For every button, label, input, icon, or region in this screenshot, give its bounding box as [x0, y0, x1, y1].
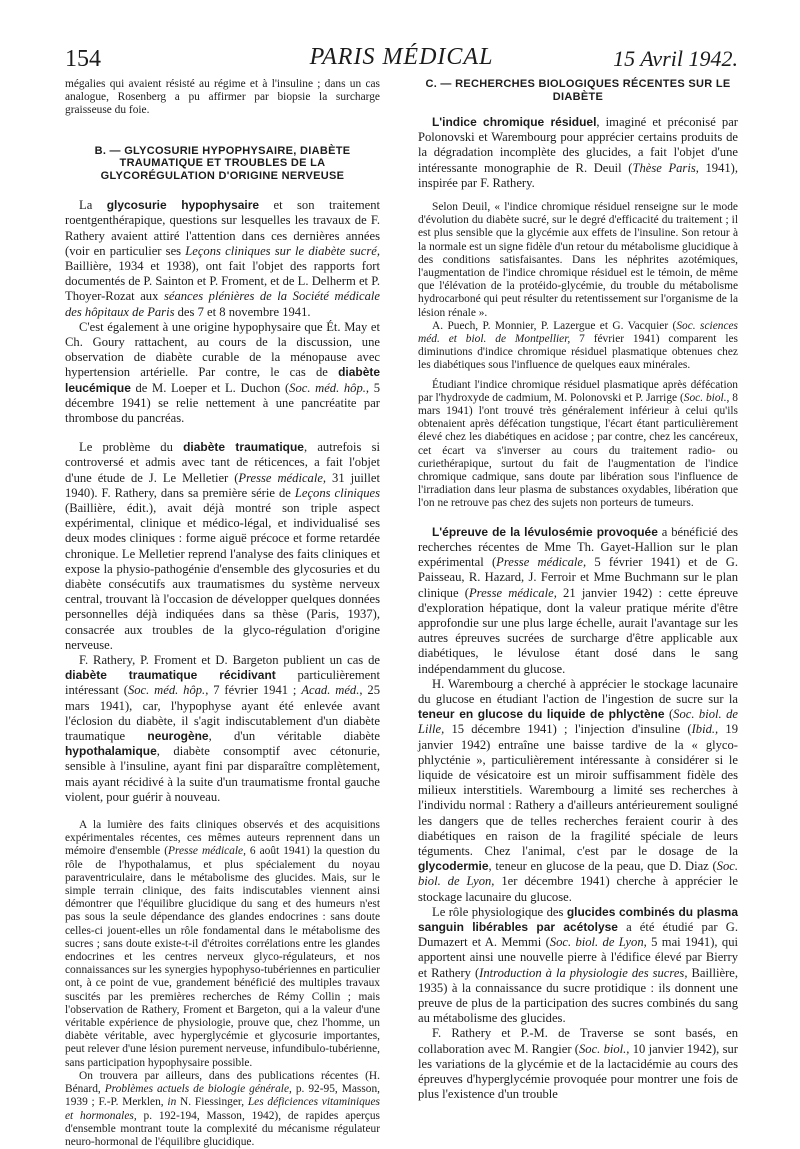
paragraph: L'épreuve de la lévulosémie provoquée a bénéficié des recherches récentes de Mme Th. Gayet-Hallion sur le plan expérimental (Presse médicale, 5 février 1941) et de G. Paisseau, R. Hazard, J. Ferroir et Mme Buchmann sur le plan clinique (Presse médicale, 21 janvier 1942) : cette épreuve d'exploration hépatique, dont la valeur pratique mérite d'être approfondie sur une plus large échelle, aurait l'avantage sur les autres épreuves sucrées de surcharge d'être applicable aux diabétiques, le lévulose étant dosé dans le sang indépendamment du glucose. [418, 524, 738, 676]
keyword: glucides combinés du plasma sanguin libérables par acétolyse [418, 904, 738, 934]
paragraph: On trouvera par ailleurs, dans des publications récentes (H. Bénard, Problèmes actuels de biologie générale, p. 92-95, Masson, 1939 ; F.-P. Merklen, in N. Fiessinger, Les déficiences vitaminiques et hormonales, p. 192-194, Masson, 1942), de rapides aperçus d'ensemble montrant toute la complexité du mécanisme régulateur neuro-hormonal de l'équilibre glucidique. [65, 1069, 380, 1148]
keyword: L'épreuve de la lévulosémie provoquée [432, 524, 658, 539]
keyword: glycodermie [418, 859, 489, 874]
paragraph: Le problème du diabète traumatique, autrefois si controversé et admis avec tant de réticences, a fait l'objet d'une étude de J. Le Melletier (Presse médicale, 31 juillet 1940). F. Rathery, dans sa première série de Leçons cliniques (Baillière, édit.), avait déjà montré son triple aspect expérimental, clinique et médico-légal, et individualisé ses deux modes cliniques : forme aiguë précoce et forme retardée chronique. Le Melletier reprend l'analyse des faits cliniques et expose la physio-pathogénie d'ensemble des glycosuries et du diabète consécutifs aux traumatismes du système nerveux central, trouvant là l'occasion de développer quelques données personnelles déjà indiquées dans sa thèse (Paris, 1937), consacrée aux troubles de la glyco-régulation d'origine nerveuse. [65, 440, 381, 652]
text-block [418, 115, 738, 191]
running-header [65, 44, 738, 74]
keyword: glycosurie hypophysaire [106, 198, 260, 213]
paragraph: A la lumière des faits cliniques observés et des acquisitions expérimentales récentes, ces mêmes auteurs reprennent dans un mémoire d'ensemble (Presse médicale, 6 août 1941) la question du rôle de l'hypothalamus, et plus spécialement du noyau paraventriculaire, dans le métabolisme des glucides. Mais, sur le simple terrain clinique, des faits indiscutables viennent ainsi démontrer que l'équilibre glucidique du sang et des humeurs n'est pas sous la seule dépendance des glandes endocrines : sans doute celles-ci jouent-elles un rôle fondamental dans le métabolisme des sucres ; sans doute existe-t-il d'étroites corrélations entre les glandes endocrines et les centres nerveux glyco-régulateurs, et nos connaissances sur les synergies hypophyso-tubériennes en particulier ont, à ce point de vue, grandement bénéficié des multiples travaux suscités par les premières recherches de Rémy Collin ; mais l'observation de Rathery, Froment et Bargeton, qui a la valeur d'une véritable expérience de physiologie, prouve que, chez l'homme, un diabète véritable, avec hyperglycémie et glycosurie importantes, peut relever d'une lésion purement nerveuse, infundibulo-tubérienne, sans participation hypophysaire possible. [65, 819, 380, 1069]
keyword: diabète traumatique récidivant [65, 668, 276, 683]
keyword: diabète traumatique [183, 440, 304, 455]
paragraph: Selon Deuil, « l'indice chromique résiduel renseigne sur le mode d'évolution du diabète sucré, sur le degré d'efficacité du traitement ; il est plus sensible que la glycémie aux effets de l'insuline. Son retour à la normale est un signe fidèle d'un retour du métabolisme glucidique à des conditions satisfaisantes. Dans les néphrites azotémiques, l'augmentation de l'indice chromique résiduel est le témoin, de même que l'élévation de la protéido-glycémie, du trouble du métabolisme hydrocarboné qui peut résulter du retentissement sur l'organisme de la lésion rénale ». [418, 201, 738, 319]
keyword: teneur en glucose du liquide de phlyctène [418, 707, 665, 722]
paragraph: L'indice chromique résiduel, imaginé et préconisé par Polonovski et Warembourg pour apprécier certains produits de la dégradation incomplète des glucides, a fait l'objet d'une intéressante monographie de R. Deuil (Thèse Paris, 1941), inspirée par F. Rathery. [418, 115, 739, 190]
paragraph: mégalies qui avaient résisté au régime et à l'insuline ; dans un cas analogue, Rosenberg a pu affirmer par biopsie la surcharge graisseuse du foie. [65, 78, 380, 117]
section-heading-b: B. — GLYCOSURIE HYPOPHYSAIRE, DIABÈTE TRAUMATIQUE ET TROUBLES DE LA GLYCORÉGULATION D'ORIGINE NERVEUSE [94, 144, 351, 182]
keyword: L'indice chromique résiduel [432, 115, 597, 129]
paragraph: Le rôle physiologique des glucides combinés du plasma sanguin libérables par acétolyse a été étudié par G. Dumazert et A. Memmi (Soc. biol. de Lyon, 5 mai 1941), qui apportent ainsi une nouvelle pierre à l'édifice élevé par Bierry et Rathery (Introduction à la physiologie des sucres, Baillière, 1935) à la connaissance du sucre protidique : ils donnent une preuve de plus de la participation des sucres combinés du sang au métabolisme des glucides. [418, 904, 738, 1026]
paragraph: F. Rathery et P.-M. de Traverse se sont basés, en collaboration avec M. Rangier (Soc. biol., 10 janvier 1942), sur les variations de la glycémie et de la lactacidémie au cours des épreuves d'hyperglycémie provoquée pour montrer une fois de plus l'existence d'un trouble [418, 1026, 738, 1102]
paragraph: C'est également à une origine hypophysaire que Ét. May et Ch. Goury rattachent, au cours de la discussion, une observation de diabète curable de la ménopause avec hypertension artérielle. Par contre, le cas de diabète leucémique de M. Loeper et L. Duchon (Soc. méd. hôp., 5 décembre 1941) se relie nettement à une pancréatite par thrombose du pancréas. [65, 319, 380, 425]
paragraph: Étudiant l'indice chromique résiduel plasmatique après défécation par l'hydroxyde de cadmium, M. Polonovski et P. Jarrige (Soc. biol., 8 mars 1941) l'ont trouvé très généralement inférieur à celui qu'ils obtenaient après défécation tungstique, l'écart étant particulièrement élevé chez les diabétiques en acidose ; par contre, chez les cancéreux, cet écart va s'inverser au cours du traitement radio- ou curiethérapique, surtout du fait de l'augmentation de l'indice chromique cadmique, sans doute par libération sous l'influence de l'irradiation dans leur plasma de substances oxydables, libération que l'on ne retrouve pas chez des sujets non porteurs de tumeurs. [418, 378, 739, 510]
journal-title: PARIS MÉDICAL [309, 44, 494, 70]
paragraph: H. Warembourg a cherché à apprécier le stockage lacunaire du glucose en étudiant l'action de l'ingestion de sucre sur la teneur en glucose du liquide de phlyctène (Soc. biol. de Lille, 15 décembre 1941) ; l'injection d'insuline (Ibid., 19 janvier 1942) entraîne une baisse tardive de la « glyco-phlycténie », particulièrement intéressante à considérer si le liquide de vésicatoire est un miroir suffisamment fidèle des milieux interstitiels. Warembourg a limité ses recherches à l'individu normal : Rathery a d'ailleurs antérieurement souligné les dangers que de telles recherches feraient courir à des diabétiques en raison de la fragilité spéciale de leurs téguments. Chez l'animal, c'est par le dosage de la glycodermie, teneur en glucose de la peau, que D. Diaz (Soc. biol. de Lyon, 1er décembre 1941) cherche à apprécier le stockage lacunaire du glucose. [418, 676, 739, 904]
text-block-small [418, 201, 738, 511]
right-column [418, 78, 738, 1102]
text-block [65, 198, 380, 805]
paragraph: F. Rathery, P. Froment et D. Bargeton publient un cas de diabète traumatique récidivant particulièrement intéressant (Soc. méd. hôp., 7 février 1941 ; Acad. méd., 25 mars 1941), car, l'hypophyse ayant été enlevée avant l'éclosion du diabète, il s'agit indiscutablement d'un diabète traumatique neurogène, d'un véritable diabète hypothalamique, diabète consomptif avec cétonurie, sensible à l'insuline, ayant fini par disparaître complètement, mais ayant récidivé à la suite d'un traumatisme frontal gauche violent, pour guérir à nouveau. [65, 653, 381, 804]
paragraph: A. Puech, P. Monnier, P. Lazergue et G. Vacquier (Soc. sciences méd. et biol. de Montpellier, 7 février 1941) comparent les diminutions d'indice chromique résiduel plasmatique obtenues chez les diabétiques sous l'influence de quelques eaux minérales. [418, 319, 738, 372]
text-block [418, 525, 738, 1103]
text-block-small [65, 819, 380, 1149]
paragraph: La glycosurie hypophysaire et son traitement roentgenthérapique, questions sur lesquelles les travaux de F. Rathery avaient attiré l'attention dans ces dernières années (voir en particulier ses Leçons cliniques sur le diabète sucré, Baillière, 1934 et 1938), ont fait l'objet des rapports fort documentés de P. Sainton et P. Froment, et de L. Delherm et P. Thoyer-Rozat aux séances plénières de la Société médicale des hôpitaux de Paris des 7 et 8 novembre 1941. [65, 198, 380, 319]
keyword: diabète leucémique [65, 365, 380, 395]
section-heading-c: C. — RECHERCHES BIOLOGIQUES RÉCENTES SUR LE DIABÈTE [425, 78, 731, 103]
keyword: hypothalamique [65, 744, 157, 759]
left-column [65, 78, 380, 1149]
page-number: 154 [65, 46, 101, 72]
issue-date: 15 Avril 1942. [613, 46, 738, 71]
keyword: neurogène [147, 729, 209, 744]
